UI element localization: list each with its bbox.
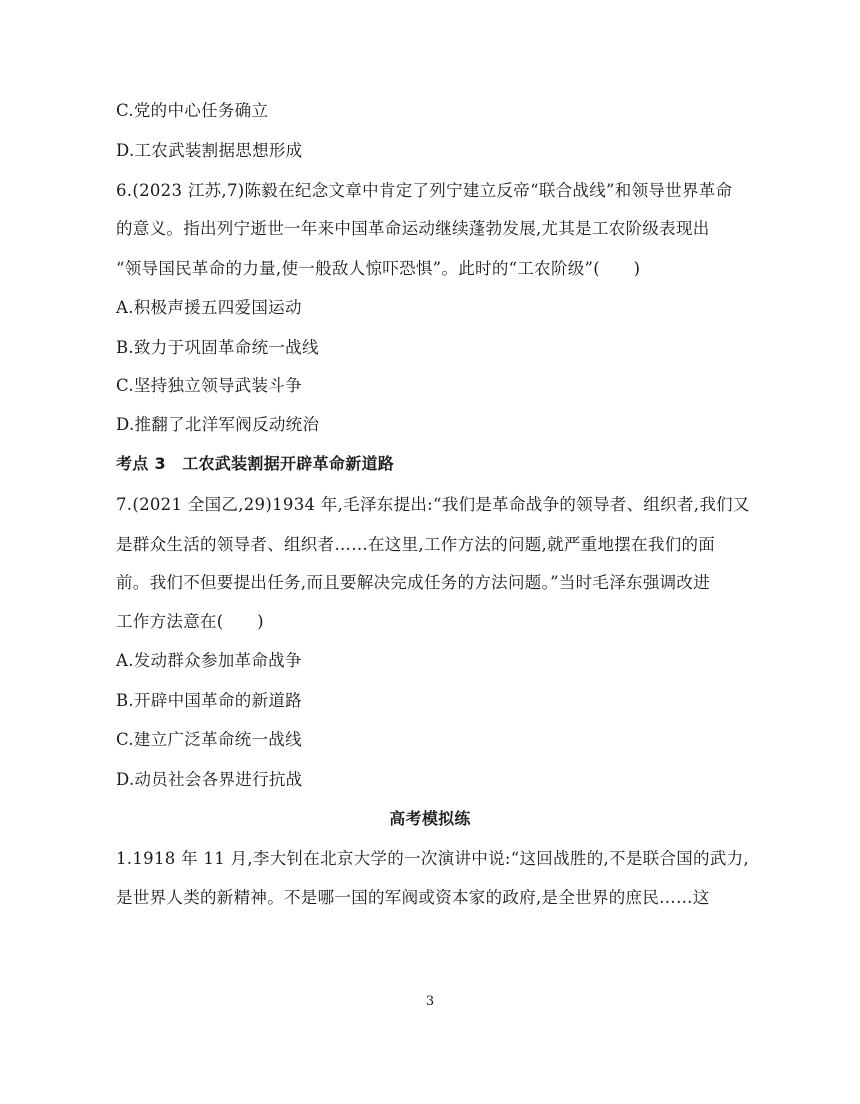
option-a-q7: A.发动群众参加革命战争 — [116, 651, 302, 670]
option-a-q6: A.积极声援五四爱国运动 — [116, 298, 302, 317]
option-d-q5: D.工农武装割据思想形成 — [116, 141, 303, 160]
option-b-q7: B.开辟中国革命的新道路 — [116, 691, 302, 710]
question-1-line-1: 1.1918 年 11 月,李大钊在北京大学的一次演讲中说:“这回战胜的,不是联合国的武力, — [116, 849, 749, 868]
option-d-q6: D.推翻了北洋军阀反动统治 — [116, 415, 320, 434]
page-number: 3 — [425, 994, 435, 1009]
option-d-q7: D.动员社会各界进行抗战 — [116, 770, 303, 789]
question-7-line-4: 工作方法意在( ) — [116, 612, 264, 631]
question-1-line-2: 是世界人类的新精神。不是哪一国的军阀或资本家的政府,是全世界的庶民……这 — [116, 888, 710, 907]
question-6-line-1: 6.(2023 江苏,7)陈毅在纪念文章中肯定了列宁建立反帝“联合战线”和领导世界革命 — [116, 181, 733, 200]
question-6-line-3: “领导国民革命的力量,使一般敌人惊吓恐惧”。此时的“工农阶级”( ) — [116, 259, 641, 278]
option-c-q7: C.建立广泛革命统一战线 — [116, 730, 302, 749]
option-c-q5: C.党的中心任务确立 — [116, 101, 269, 120]
question-7-line-1: 7.(2021 全国乙,29)1934 年,毛泽东提出:“我们是革命战争的领导者、组织者,我们又 — [116, 495, 750, 514]
question-6-line-2: 的意义。指出列宁逝世一年来中国革命运动继续蓬勃发展,尤其是工农阶级表现出 — [116, 219, 710, 238]
question-7-line-3: 前。我们不但要提出任务,而且要解决完成任务的方法问题。”当时毛泽东强调改进 — [116, 573, 711, 592]
option-b-q6: B.致力于巩固革命统一战线 — [116, 338, 319, 357]
section-heading-exam-practice: 高考模拟练 — [389, 809, 471, 828]
question-7-line-2: 是群众生活的领导者、组织者……在这里,工作方法的问题,就严重地摆在我们的面 — [116, 535, 716, 554]
section-heading-topic-3: 考点 3 工农武装割据开辟革命新道路 — [116, 454, 395, 473]
option-c-q6: C.坚持独立领导武装斗争 — [116, 376, 302, 395]
